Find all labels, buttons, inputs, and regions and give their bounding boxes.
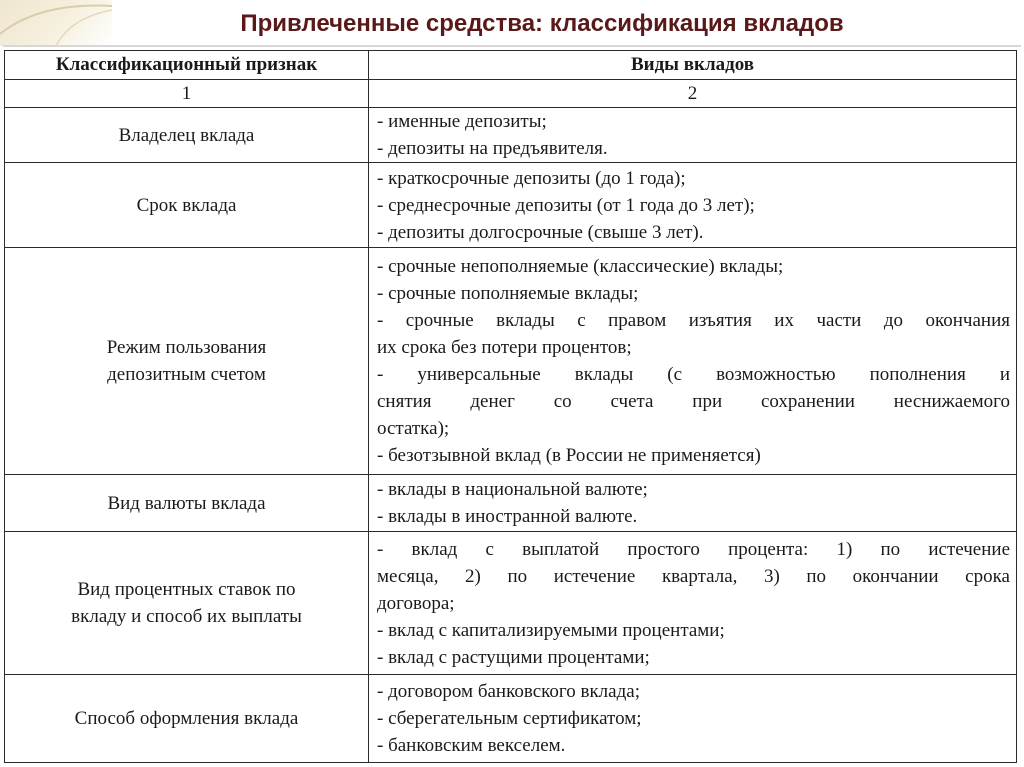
column-number-1: 1 — [5, 80, 369, 108]
type-item: остатка); — [377, 418, 450, 439]
type-item: - срочные пополняемые вклады; — [377, 283, 639, 304]
table-row — [5, 248, 1017, 475]
types-cell — [369, 108, 1017, 163]
criterion-cell — [5, 532, 369, 675]
types-cell — [369, 475, 1017, 532]
table-row — [5, 163, 1017, 248]
type-item: - вклады в иностранной валюте. — [377, 506, 638, 527]
type-item: - вклад с выплатой простого процента: 1) по истечение — [377, 538, 1010, 560]
criterion-text: Способ оформления вклада — [74, 708, 299, 729]
criterion-cell — [5, 675, 369, 763]
header-types: Виды вкладов — [369, 51, 1017, 80]
criterion-text: Вид валюты вклада — [107, 492, 266, 514]
type-item: - именные депозиты; — [377, 111, 547, 132]
criterion-text: Срок вклада — [136, 194, 237, 216]
type-item: - договором банковского вклада; — [377, 681, 640, 702]
page-title: Привлеченные средства: классификация вкладов — [240, 10, 844, 37]
table-row — [5, 532, 1017, 675]
criterion-text: Владелец вклада — [118, 124, 255, 146]
deposit-classification-table — [4, 50, 1017, 763]
number-row — [5, 80, 1017, 108]
types-cell — [369, 532, 1017, 675]
type-item: - вклады в национальной валюте; — [377, 479, 648, 500]
header-row — [5, 51, 1017, 80]
type-item: - среднесрочные депозиты (от 1 года до 3 лет); — [377, 194, 755, 216]
criterion-text: вкладу и способ их выплаты — [71, 606, 302, 627]
type-item: - сберегательным сертификатом; — [377, 708, 642, 729]
criterion-cell — [5, 108, 369, 163]
type-item: снятия денег со счета при сохранении неснижаемого — [377, 391, 1010, 412]
type-item: их срока без потери процентов; — [377, 337, 632, 358]
type-item: - банковским векселем. — [377, 735, 566, 756]
criterion-cell — [5, 475, 369, 532]
types-cell — [369, 163, 1017, 248]
table-row — [5, 108, 1017, 163]
type-item: - депозиты на предъявителя. — [377, 138, 608, 159]
type-item: договора; — [377, 592, 455, 614]
criterion-cell — [5, 163, 369, 248]
criterion-cell — [5, 248, 369, 475]
table-row — [5, 475, 1017, 532]
type-item: - вклад с капитализируемыми процентами; — [377, 619, 725, 641]
types-cell — [369, 675, 1017, 763]
table-row — [5, 675, 1017, 763]
type-item: - вклад с растущими процентами; — [377, 646, 650, 668]
column-number-2: 2 — [369, 80, 1017, 108]
type-item: - краткосрочные депозиты (до 1 года); — [377, 167, 686, 189]
criterion-text: депозитным счетом — [107, 364, 266, 385]
type-item: месяца, 2) по истечение квартала, 3) по окончании срока — [377, 565, 1010, 587]
type-item: - универсальные вклады (с возможностью пополнения и — [377, 364, 1010, 385]
type-item: - срочные непополняемые (классические) вклады; — [377, 256, 784, 277]
header-criterion: Классификационный признак — [5, 51, 369, 80]
title-divider — [3, 45, 1021, 47]
types-cell — [369, 248, 1017, 475]
type-item: - срочные вклады с правом изъятия их части до окончания — [377, 310, 1010, 331]
type-item: - депозиты долгосрочные (свыше 3 лет). — [377, 221, 704, 243]
criterion-text: Вид процентных ставок по — [77, 579, 296, 600]
type-item: - безотзывной вклад (в России не применяется) — [377, 445, 761, 466]
criterion-text: Режим пользования — [106, 337, 267, 358]
